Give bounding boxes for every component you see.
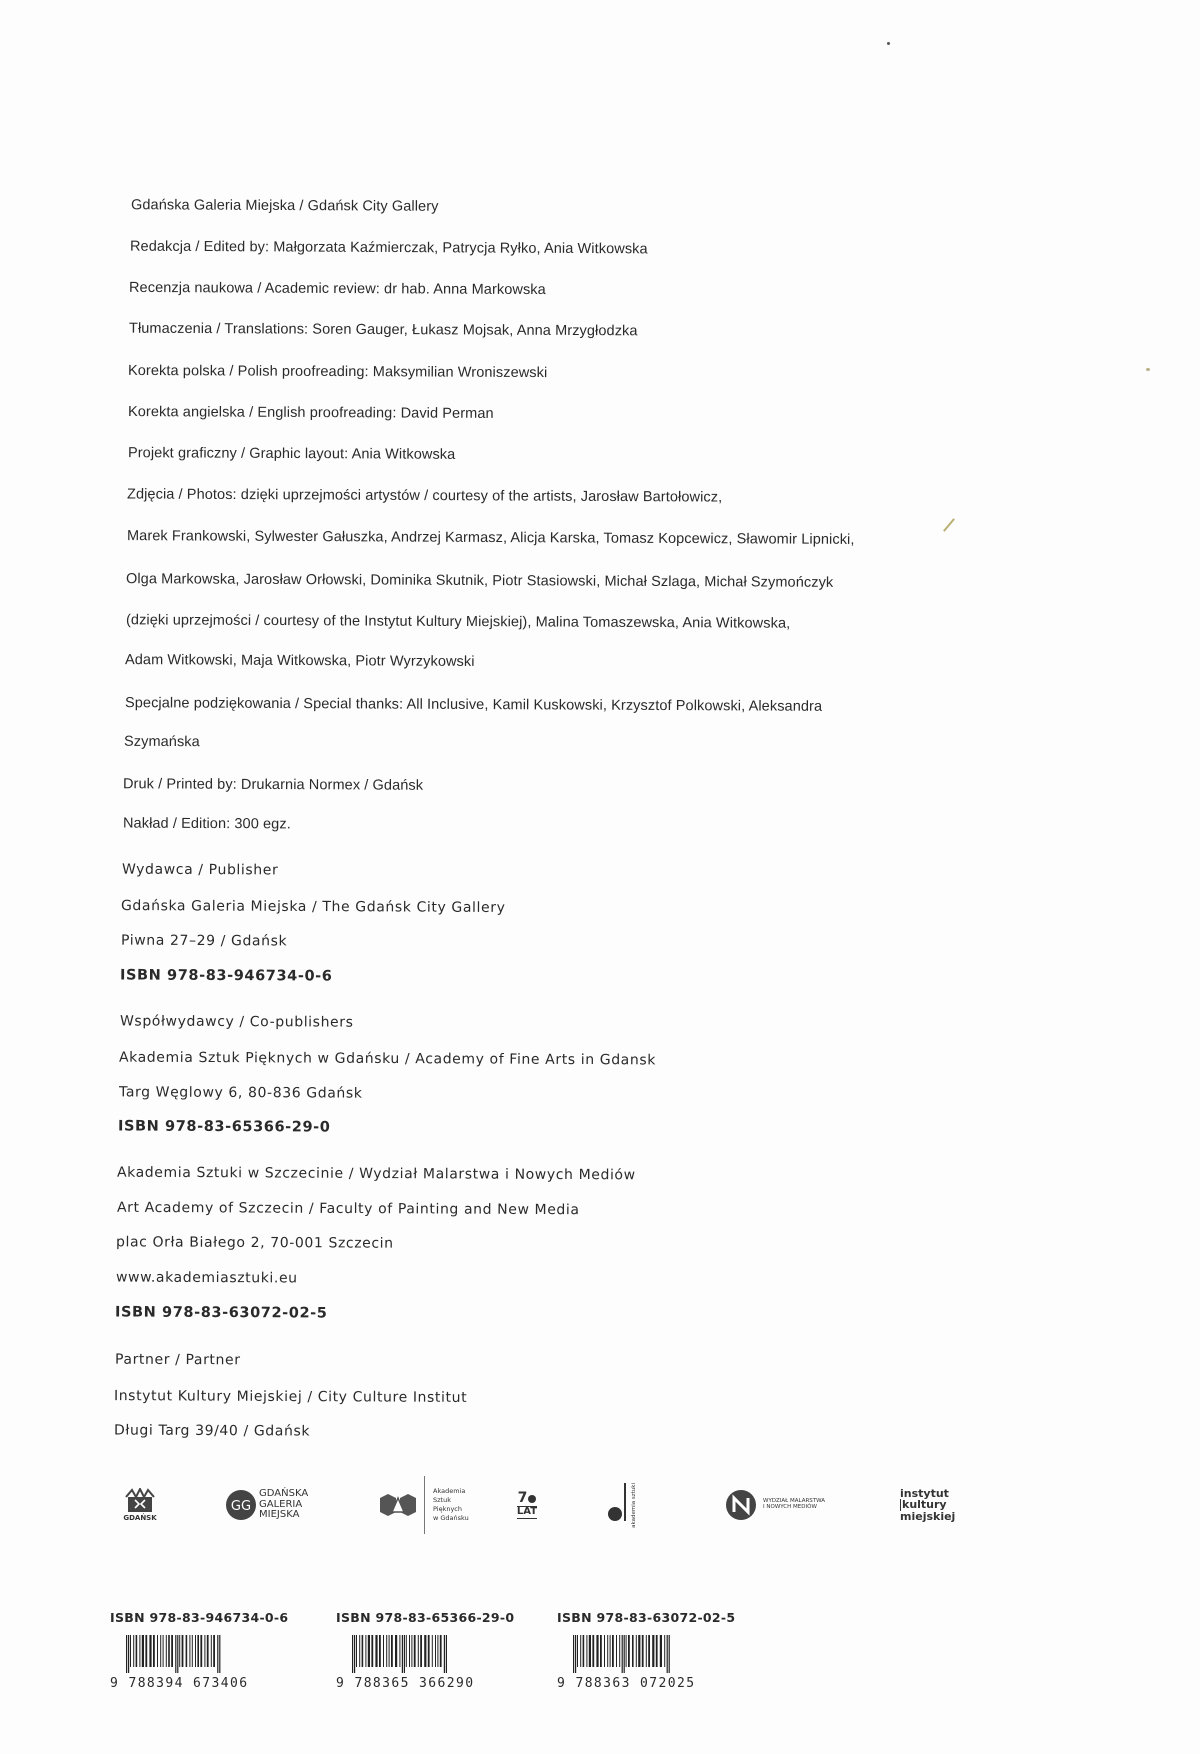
- barcode-number: 788363 072025: [575, 1676, 696, 1691]
- publisher-line: Akademia Sztuki w Szczecinie / Wydział Malarstwa i Nowych Mediów: [116, 1164, 636, 1184]
- gdansk-crest-icon: [122, 1488, 158, 1514]
- credit-line: Gdańska Galeria Miejska / Gdańsk City Gallery: [130, 197, 439, 215]
- credit-line: Adam Witkowski, Maja Witkowska, Piotr Wyrzykowski: [124, 652, 475, 670]
- publisher-line: Długi Targ 39/40 / Gdańsk: [113, 1422, 311, 1440]
- akademia-sztuki-logo: [608, 1470, 658, 1540]
- ggm-logo-line: GDAŃSKA: [259, 1488, 309, 1500]
- barcode-bars-icon: [348, 1635, 508, 1673]
- asp-logo-line: Sztuk: [433, 1496, 451, 1505]
- ggm-emblem-icon: [225, 1489, 257, 1521]
- anniversary-number: 7: [517, 1490, 528, 1507]
- isbn-line: ISBN 978-83-946734-0-6: [119, 967, 333, 985]
- scan-speck: [1146, 368, 1150, 371]
- wmnm-logo-line: WYDZIAŁ MALARSTWA: [763, 1498, 826, 1505]
- partner-logos: [100, 1470, 980, 1550]
- publisher-line: Targ Węglowy 6, 80-836 Gdańsk: [118, 1084, 363, 1102]
- barcode-number: 788365 366290: [354, 1676, 475, 1691]
- publisher-line: www.akademiasztuki.eu: [115, 1269, 298, 1287]
- barcode-lead-digit: 9: [336, 1676, 346, 1691]
- scan-speck: [887, 42, 890, 45]
- ikm-logo: [900, 1470, 960, 1540]
- ikm-logo-line: miejskiej: [900, 1509, 956, 1523]
- barcode-bars-icon: [569, 1635, 729, 1673]
- ikm-logo-line: instytut: [900, 1486, 949, 1500]
- publisher-line: Art Academy of Szczecin / Faculty of Painting and New Media: [116, 1199, 580, 1219]
- asp-crest-icon: [378, 1492, 418, 1518]
- gdansk-logo-text: GDAŃSK: [123, 1513, 157, 1522]
- publisher-line: Współwydawcy / Co-publishers: [119, 1013, 354, 1031]
- credit-line: Druk / Printed by: Drukarnia Normex / Gdańsk: [122, 776, 424, 794]
- isbn-line: ISBN 978-83-65366-29-0: [117, 1118, 331, 1136]
- credit-line: Zdjęcia / Photos: dzięki uprzejmości artystów / courtesy of the artists, Jarosław Bartołowicz,: [126, 486, 723, 506]
- asp-logo-line: Pięknych: [433, 1505, 463, 1513]
- credit-line: Marek Frankowski, Sylwester Gałuszka, Andrzej Karmasz, Alicja Karska, Tomasz Kopcewicz, Sławomir Lipnicki,: [126, 528, 855, 548]
- gdansk-logo: [115, 1470, 165, 1540]
- barcode-number: 788394 673406: [128, 1676, 249, 1691]
- barcode-digits: [110, 1676, 300, 1691]
- credit-line: Szymańska: [123, 733, 200, 751]
- barcode-lead-digit: 9: [557, 1676, 567, 1691]
- wmnm-logo: [725, 1470, 845, 1540]
- publisher-line: Piwna 27–29 / Gdańsk: [120, 932, 288, 950]
- credit-line: Nakład / Edition: 300 egz.: [122, 815, 291, 833]
- anniversary-dot-icon: [528, 1495, 536, 1503]
- ggm-logo-line: GALERIA: [259, 1498, 303, 1510]
- credit-line: Recenzja naukowa / Academic review: dr hab. Anna Markowska: [128, 279, 546, 299]
- publisher-line: Akademia Sztuk Pięknych w Gdańsku / Academy of Fine Arts in Gdansk: [118, 1049, 657, 1069]
- barcode-digits: [557, 1676, 747, 1691]
- credit-line: Redakcja / Edited by: Małgorzata Kaźmierczak, Patrycja Ryłko, Ania Witkowska: [129, 238, 648, 258]
- barcode-digits: [336, 1676, 526, 1691]
- anniversary-logo: [510, 1470, 544, 1540]
- barcode-isbn: ISBN 978-83-63072-02-5: [557, 1610, 736, 1625]
- credit-line: Tłumaczenia / Translations: Soren Gauger, Łukasz Mojsak, Anna Mrzygłodzka: [128, 320, 638, 340]
- akademia-sztuki-text: akademia sztuki: [631, 1482, 637, 1528]
- credit-line: (dzięki uprzejmości / courtesy of the Instytut Kultury Miejskiej), Malina Tomaszewska, Ania Witkowska,: [125, 612, 791, 632]
- publisher-line: Instytut Kultury Miejskiej / City Culture Institut: [113, 1388, 468, 1406]
- credit-line: Korekta polska / Polish proofreading: Maksymilian Wroniszewski: [127, 362, 548, 382]
- wmnm-logo-line: I NOWYCH MEDIÓW: [763, 1504, 817, 1510]
- publisher-line: plac Orła Białego 2, 70-001 Szczecin: [115, 1234, 394, 1252]
- anniversary-label: LAT: [516, 1506, 538, 1518]
- barcode-lead-digit: 9: [110, 1676, 120, 1691]
- credit-line: Specjalne podziękowania / Special thanks: All Inclusive, Kamil Kuskowski, Krzysztof Polkowski, Aleksandra: [124, 695, 823, 715]
- ggm-logo: [225, 1470, 315, 1540]
- barcode-block: [336, 1610, 526, 1691]
- barcode-bars-icon: [122, 1635, 282, 1673]
- asp-logo-line: Akademia: [433, 1487, 466, 1496]
- akademia-sztuki-dot-icon: [608, 1507, 622, 1521]
- barcode-block: [110, 1610, 300, 1691]
- publisher-line: Wydawca / Publisher: [121, 861, 279, 879]
- svg-text:GG: GG: [230, 1499, 252, 1514]
- ikm-logo-line: kultury: [900, 1499, 955, 1511]
- asp-logo: [378, 1470, 488, 1540]
- publisher-line: Partner / Partner: [114, 1351, 241, 1369]
- barcode-isbn: ISBN 978-83-946734-0-6: [110, 1610, 289, 1625]
- credit-line: Olga Markowska, Jarosław Orłowski, Dominika Skutnik, Piotr Stasiowski, Michał Szlaga, Michał Szymończyk: [125, 571, 834, 591]
- barcode-block: [557, 1610, 747, 1691]
- wmnm-emblem-icon: [725, 1489, 757, 1521]
- credit-line: Korekta angielska / English proofreading: David Perman: [127, 404, 494, 422]
- barcode-isbn: ISBN 978-83-65366-29-0: [336, 1610, 515, 1625]
- ggm-logo-line: MIEJSKA: [259, 1509, 300, 1521]
- credit-line: Projekt graficzny / Graphic layout: Ania Witkowska: [127, 445, 456, 463]
- barcodes: [0, 1610, 1200, 1730]
- asp-logo-line: w Gdańsku: [433, 1513, 469, 1522]
- isbn-line: ISBN 978-83-63072-02-5: [114, 1304, 328, 1322]
- akademia-sztuki-bar-icon: [624, 1483, 626, 1521]
- publisher-line: Gdańska Galeria Miejska / The Gdańsk City Gallery: [120, 897, 506, 917]
